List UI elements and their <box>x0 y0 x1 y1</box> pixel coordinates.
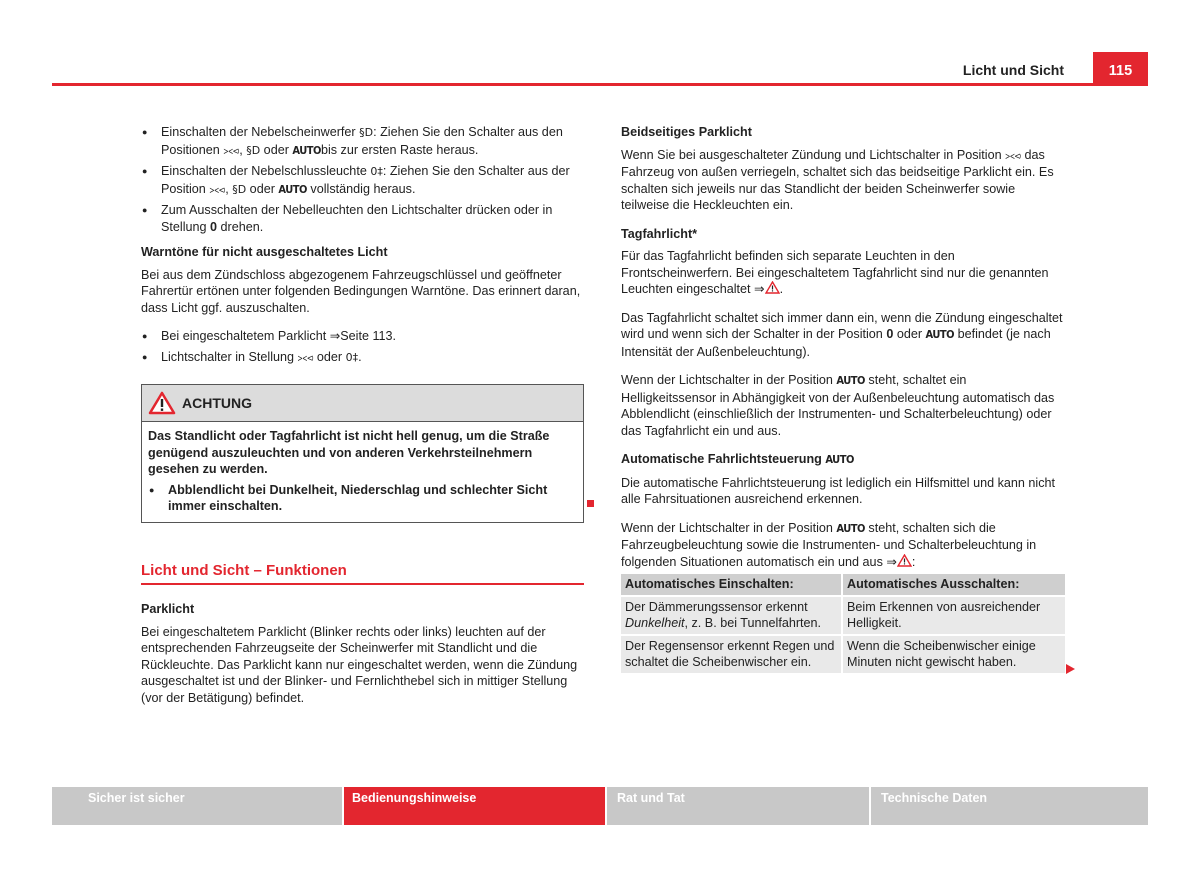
text: oder <box>246 181 279 196</box>
rear-fog-light-icon: 0‡ <box>345 350 359 364</box>
parking-light-icon: ⪥⪦ <box>297 350 314 364</box>
low-beam-icon: §D <box>232 182 247 196</box>
paragraph-tagfahrlicht-1 <box>621 248 1065 298</box>
auto-light-table <box>621 574 1065 673</box>
text: das Fahrzeug von außen verriegeln, schaltet sich das beidseitige Parklicht ein. Es schalten sich jeweils nur das Standlicht der beiden Scheinwerfer sowie teilweise die Heckleuchten ein. <box>621 147 1054 212</box>
paragraph-tagfahrlicht-3 <box>621 372 1065 439</box>
warning-body <box>142 422 583 522</box>
text: : Ziehen Sie den Schalter aus der Position <box>161 164 570 196</box>
right-column <box>621 124 1065 673</box>
text: drehen. <box>217 219 264 234</box>
warning-triangle-icon <box>148 391 176 415</box>
text: Dunkelheit <box>625 616 685 630</box>
text: : Ziehen Sie den Schalter aus den Positionen <box>161 125 563 157</box>
section-title: Licht und Sicht – Funktionen <box>141 563 584 585</box>
auto-symbol: AUTO <box>836 521 865 535</box>
page-header-title: Licht und Sicht <box>962 62 1064 78</box>
text: Zum Ausschalten der Nebelleuchten den Lichtschalter drücken oder in Stellung <box>161 203 553 234</box>
tab-sicher-ist-sicher[interactable]: Sicher ist sicher <box>52 787 342 825</box>
auto-symbol: AUTO <box>292 143 321 157</box>
rear-fog-light-icon: 0‡ <box>370 165 383 178</box>
text: Wenn der Lichtschalter in der Position <box>621 520 837 535</box>
text: Bei eingeschaltetem Parklicht ⇒Seite 113. <box>161 329 397 343</box>
parking-light-icon: ⪥⪦ <box>209 182 226 196</box>
auto-symbol: AUTO <box>825 453 854 466</box>
table-cell: Wenn die Scheibenwischer einige Minuten nicht gewischt haben. <box>843 634 1065 673</box>
position-zero-symbol: 0 <box>210 219 218 234</box>
tab-technische-daten[interactable]: Technische Daten <box>871 787 1148 825</box>
warning-header <box>142 385 583 422</box>
paragraph-tagfahrlicht-2 <box>621 310 1065 361</box>
left-column <box>141 124 584 523</box>
auto-symbol: AUTO <box>925 328 955 341</box>
warning-triangle-icon <box>897 554 912 567</box>
low-beam-icon: §D <box>246 143 261 157</box>
text: Der Dämmerungssensor erkennt <box>625 599 808 614</box>
table-header-row <box>621 574 1065 595</box>
paragraph-fahrlichtsteuerung-1: Die automatische Fahrlichtsteuerung ist lediglich ein Hilfsmittel und kann nicht alle Fahrsituationen ausreichend erkennen. <box>621 475 1055 506</box>
list-item <box>141 124 584 159</box>
auto-symbol: AUTO <box>836 374 865 387</box>
list-item <box>141 163 584 198</box>
text: Für das Tagfahrlicht befinden sich separate Leuchten in den Frontscheinwerfern. Bei eingeschaltetem Tagfahrlicht sind nur die genannten Leuchten eingeschaltet ⇒ <box>621 249 1049 296</box>
tab-bedienungshinweise[interactable]: Bedienungshinweise <box>344 787 605 825</box>
text: befindet (je nach Intensität der Außenbeleuchtung). <box>621 327 1051 359</box>
text: Wenn der Lichtschalter in der Position <box>621 373 837 387</box>
fog-light-icon: §D <box>359 126 374 139</box>
text: , <box>225 181 233 196</box>
section-body <box>141 601 584 715</box>
chapter-tabs <box>52 787 1148 825</box>
text: : <box>911 554 916 569</box>
section-end-marker <box>587 500 594 507</box>
paragraph-parklicht: Bei eingeschaltetem Parklicht (Blinker rechts oder links) leuchten auf der entsprechenden Fahrzeugseite der Scheinwerfer mit Standlicht und die Rückleuchte. Das Parklicht kann nur eingeschaltet werden, wenn die Zündung ausgeschaltet ist und der Blinker- und Fernlichthebel sich in mittiger Stellung (vor der Betätigung) befindet. <box>141 624 578 705</box>
text: Einschalten der Nebelschlussleuchte <box>161 164 371 178</box>
paragraph-beidseitiges-parklicht <box>621 147 1065 214</box>
warning-triangle-icon <box>765 281 780 294</box>
paragraph-fahrlichtsteuerung-2 <box>621 520 1065 571</box>
header-rule <box>52 83 1148 86</box>
subheading-parklicht: Parklicht <box>141 602 195 616</box>
text: oder <box>313 349 346 364</box>
position-zero-symbol: 0 <box>886 327 894 341</box>
text: Automatische Fahrlichtsteuerung <box>621 452 826 466</box>
paragraph-warntoene: Bei aus dem Zündschloss abgezogenem Fahrzeugschlüssel und geöffneter Fahrertür ertönen unter folgenden Bedingungen Warntöne. Das erinnert daran, dass Licht ggf. auszuschalten. <box>141 267 581 315</box>
table-cell: Beim Erkennen von ausreichender Helligkeit. <box>843 595 1065 634</box>
parking-light-icon: ⪥⪦ <box>1005 148 1022 162</box>
tab-rat-und-tat[interactable]: Rat und Tat <box>607 787 869 825</box>
list-item <box>141 328 584 345</box>
subheading-warntoene: Warntöne für nicht ausgeschaltetes Licht <box>141 245 388 259</box>
text: Lichtschalter in Stellung <box>161 349 298 364</box>
text: Das Tagfahrlicht schaltet sich immer dann ein, wenn die Zündung eingeschaltet wird und wenn sich der Schalter in der Position <box>621 310 1063 341</box>
text: vollständig heraus. <box>306 181 416 196</box>
table-header-cell: Automatisches Einschalten: <box>621 574 843 595</box>
text: oder <box>893 327 926 341</box>
text: Wenn Sie bei ausgeschalteter Zündung und Lichtschalter in Position <box>621 147 1006 162</box>
text: bis zur ersten Raste heraus. <box>320 142 479 157</box>
auto-symbol: AUTO <box>278 182 307 196</box>
text: Abblendlicht bei Dunkelheit, Niederschlag und schlechter Sicht immer einschalten. <box>168 482 548 513</box>
subheading-fahrlichtsteuerung <box>621 451 1065 469</box>
text: . <box>358 349 362 364</box>
text: Einschalten der Nebelscheinwerfer <box>161 125 360 139</box>
continue-arrow-icon <box>1066 664 1075 674</box>
table-header-cell: Automatisches Ausschalten: <box>843 574 1065 595</box>
table-cell: Der Regensensor erkennt Regen und schaltet die Scheibenwischer ein. <box>621 634 843 673</box>
parking-light-icon: ⪥⪦ <box>223 143 240 157</box>
table-cell <box>621 595 843 634</box>
text: . <box>779 282 784 296</box>
page-number: 115 <box>1093 52 1148 84</box>
list-item <box>141 202 584 235</box>
table-row <box>621 634 1065 673</box>
text: oder <box>260 142 293 157</box>
warning-title: ACHTUNG <box>182 394 252 411</box>
warning-box <box>141 384 584 523</box>
text: steht, schalten sich die Fahrzeugbeleuchtung sowie die Instrumenten- und Schalterbeleuchtung in folgenden Situationen automatisch ein und aus ⇒ <box>621 520 1037 569</box>
text: steht, schaltet ein Helligkeitssensor in Abhängigkeit von der Außenbeleuchtung automatisch das Abblendlicht (einschließlich der Instrumenten- und Schalterbeleuchtung) oder das Tagfahrlicht ein und aus. <box>621 373 1055 438</box>
text: , z. B. bei Tunnelfahrten. <box>684 616 822 630</box>
subheading-tagfahrlicht: Tagfahrlicht* <box>621 226 698 241</box>
text: , <box>239 142 247 157</box>
list-item <box>141 349 584 367</box>
warning-text: Das Standlicht oder Tagfahrlicht ist nicht hell genug, um die Straße genügend auszuleuchten und von anderen Verkehrsteilnehmern gesehen zu werden. <box>148 429 550 476</box>
table-row <box>621 595 1065 634</box>
subheading-beidseitiges-parklicht: Beidseitiges Parklicht <box>621 125 752 139</box>
warning-list-item <box>148 482 577 515</box>
